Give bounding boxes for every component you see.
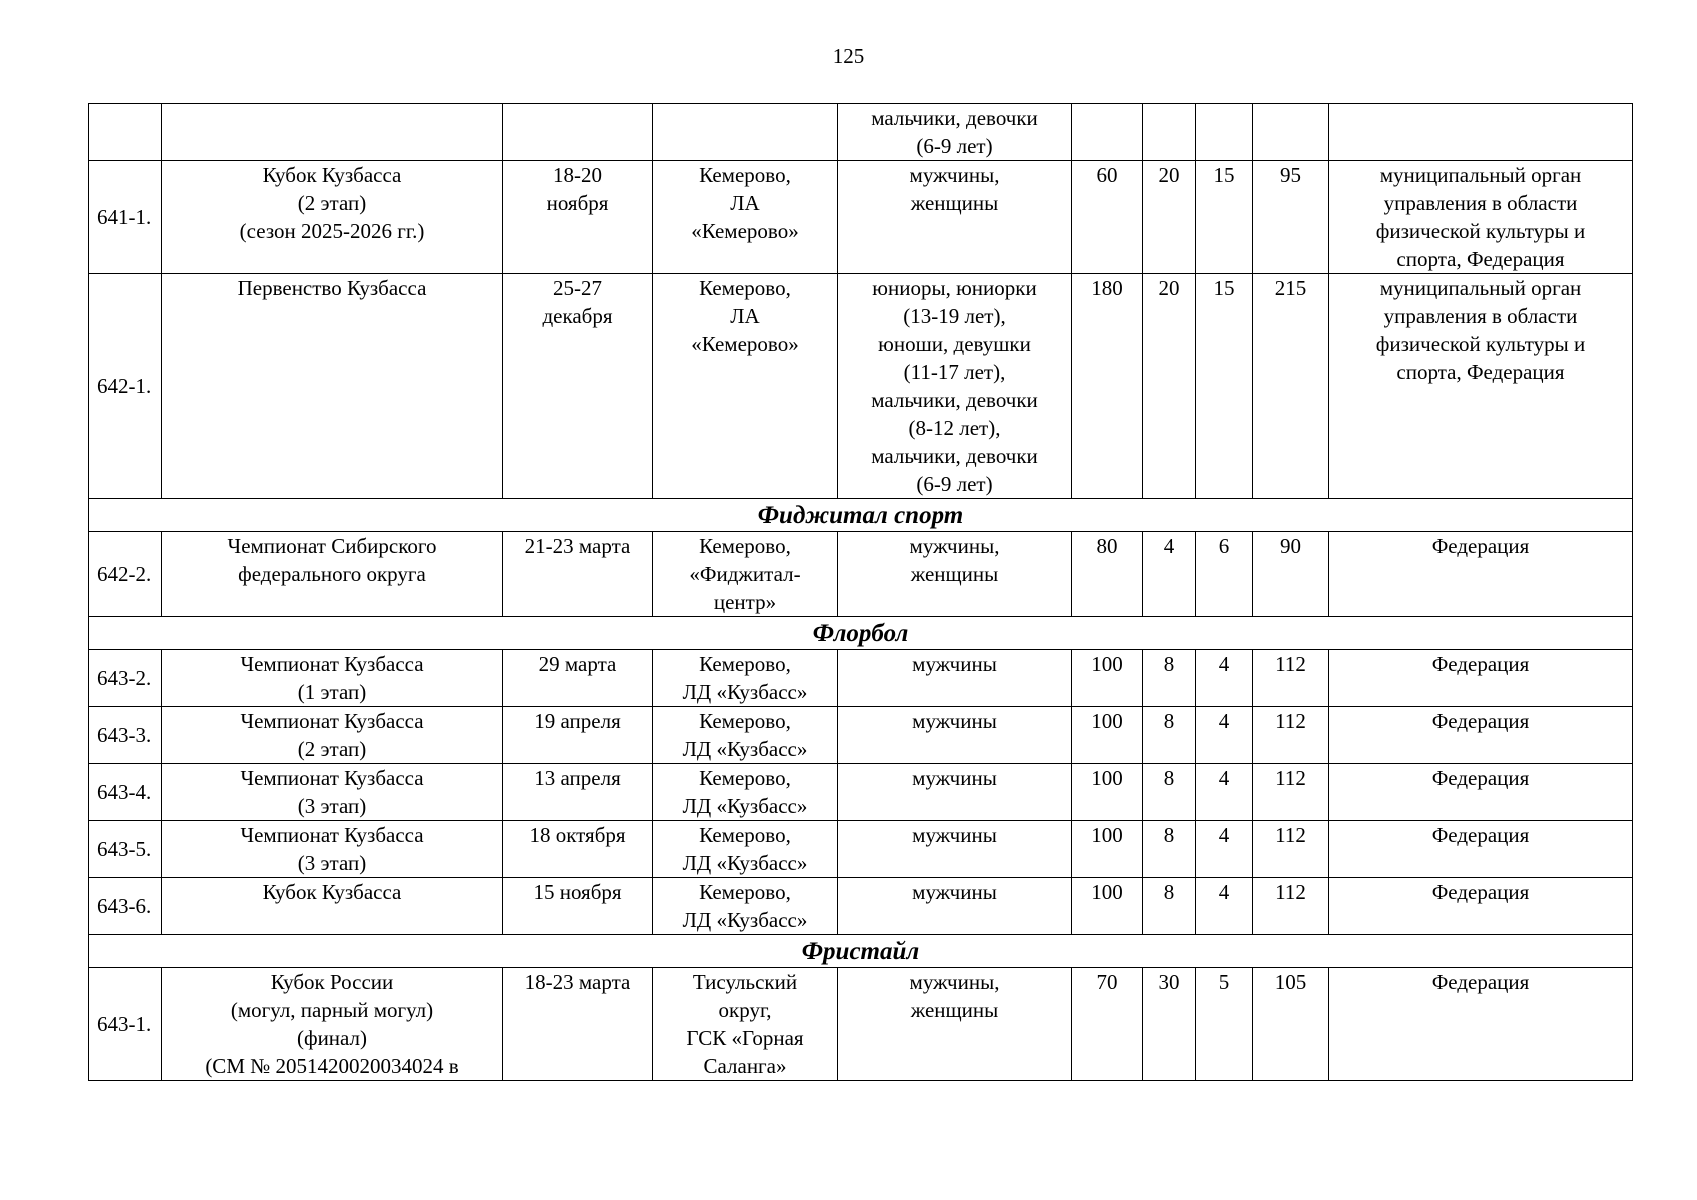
section-title: Фиджитал спорт [89, 499, 1633, 532]
event-name [162, 104, 503, 161]
participant-category: мужчины, женщины [838, 532, 1072, 617]
count-total: 112 [1253, 764, 1329, 821]
count-coaches: 8 [1143, 878, 1196, 935]
count-athletes: 100 [1072, 764, 1143, 821]
section-header-row [89, 617, 1633, 650]
event-dates: 13 апреля [503, 764, 653, 821]
event-name: Кубок Кузбасса (2 этап) (сезон 2025-2026 гг.) [162, 161, 503, 274]
event-number [89, 104, 162, 161]
table-row [89, 821, 1633, 878]
table-row [89, 878, 1633, 935]
count-judges: 4 [1196, 821, 1253, 878]
count-total: 112 [1253, 878, 1329, 935]
event-place: Кемерово, ЛД «Кузбасс» [653, 821, 838, 878]
event-dates: 15 ноября [503, 878, 653, 935]
count-total: 105 [1253, 968, 1329, 1081]
count-athletes: 180 [1072, 274, 1143, 499]
table-row [89, 707, 1633, 764]
count-coaches: 20 [1143, 274, 1196, 499]
count-judges: 15 [1196, 161, 1253, 274]
count-athletes: 70 [1072, 968, 1143, 1081]
event-place: Кемерово, «Фиджитал- центр» [653, 532, 838, 617]
count-athletes: 100 [1072, 821, 1143, 878]
table-row [89, 104, 1633, 161]
count-total: 95 [1253, 161, 1329, 274]
count-athletes: 100 [1072, 707, 1143, 764]
count-judges: 4 [1196, 650, 1253, 707]
event-dates: 18-23 марта [503, 968, 653, 1081]
count-total [1253, 104, 1329, 161]
event-place: Кемерово, ЛД «Кузбасс» [653, 707, 838, 764]
event-number: 642-2. [89, 532, 162, 617]
event-number: 643-3. [89, 707, 162, 764]
event-name: Кубок России (могул, парный могул) (финал) (СМ № 2051420020034024 в [162, 968, 503, 1081]
participant-category: юниоры, юниорки (13-19 лет), юноши, девушки (11-17 лет), мальчики, девочки (8-12 лет), мальчики, девочки (6-9 лет) [838, 274, 1072, 499]
organizer: муниципальный орган управления в области физической культуры и спорта, Федерация [1329, 161, 1633, 274]
section-title: Фристайл [89, 935, 1633, 968]
count-judges: 15 [1196, 274, 1253, 499]
event-name: Первенство Кузбасса [162, 274, 503, 499]
participant-category: мужчины [838, 707, 1072, 764]
organizer: Федерация [1329, 764, 1633, 821]
count-judges: 6 [1196, 532, 1253, 617]
event-number: 643-6. [89, 878, 162, 935]
organizer: Федерация [1329, 650, 1633, 707]
participant-category: мальчики, девочки (6-9 лет) [838, 104, 1072, 161]
event-place: Кемерово, ЛД «Кузбасс» [653, 764, 838, 821]
event-place: Тисульский округ, ГСК «Горная Саланга» [653, 968, 838, 1081]
count-judges: 4 [1196, 707, 1253, 764]
count-judges [1196, 104, 1253, 161]
page-number: 125 [832, 44, 865, 68]
event-dates: 29 марта [503, 650, 653, 707]
count-athletes: 100 [1072, 878, 1143, 935]
count-coaches: 20 [1143, 161, 1196, 274]
count-coaches: 8 [1143, 707, 1196, 764]
event-dates: 18 октября [503, 821, 653, 878]
organizer: Федерация [1329, 968, 1633, 1081]
event-name: Чемпионат Кузбасса (3 этап) [162, 821, 503, 878]
event-name: Чемпионат Кузбасса (2 этап) [162, 707, 503, 764]
event-place: Кемерово, ЛА «Кемерово» [653, 161, 838, 274]
event-number: 642-1. [89, 274, 162, 499]
participant-category: мужчины, женщины [838, 968, 1072, 1081]
event-place: Кемерово, ЛД «Кузбасс» [653, 878, 838, 935]
participant-category: мужчины, женщины [838, 161, 1072, 274]
table-row [89, 764, 1633, 821]
event-place: Кемерово, ЛА «Кемерово» [653, 274, 838, 499]
count-judges: 5 [1196, 968, 1253, 1081]
count-coaches: 8 [1143, 821, 1196, 878]
count-total: 215 [1253, 274, 1329, 499]
event-place [653, 104, 838, 161]
organizer: муниципальный орган управления в области физической культуры и спорта, Федерация [1329, 274, 1633, 499]
count-coaches: 4 [1143, 532, 1196, 617]
count-athletes [1072, 104, 1143, 161]
event-number: 643-4. [89, 764, 162, 821]
event-dates: 18-20 ноября [503, 161, 653, 274]
count-total: 112 [1253, 650, 1329, 707]
count-coaches: 8 [1143, 764, 1196, 821]
event-number: 643-1. [89, 968, 162, 1081]
count-total: 112 [1253, 821, 1329, 878]
event-number: 643-2. [89, 650, 162, 707]
count-coaches: 30 [1143, 968, 1196, 1081]
organizer: Федерация [1329, 821, 1633, 878]
count-total: 90 [1253, 532, 1329, 617]
count-judges: 4 [1196, 878, 1253, 935]
event-dates [503, 104, 653, 161]
event-number: 643-5. [89, 821, 162, 878]
count-judges: 4 [1196, 764, 1253, 821]
participant-category: мужчины [838, 764, 1072, 821]
event-dates: 21-23 марта [503, 532, 653, 617]
event-name: Чемпионат Кузбасса (1 этап) [162, 650, 503, 707]
participant-category: мужчины [838, 821, 1072, 878]
organizer: Федерация [1329, 707, 1633, 764]
event-dates: 25-27 декабря [503, 274, 653, 499]
count-athletes: 80 [1072, 532, 1143, 617]
event-number: 641-1. [89, 161, 162, 274]
section-header-row [89, 935, 1633, 968]
participant-category: мужчины [838, 878, 1072, 935]
count-coaches: 8 [1143, 650, 1196, 707]
section-header-row [89, 499, 1633, 532]
table-row [89, 650, 1633, 707]
organizer: Федерация [1329, 878, 1633, 935]
count-athletes: 60 [1072, 161, 1143, 274]
table-row [89, 532, 1633, 617]
event-name: Чемпионат Кузбасса (3 этап) [162, 764, 503, 821]
count-total: 112 [1253, 707, 1329, 764]
count-coaches [1143, 104, 1196, 161]
event-place: Кемерово, ЛД «Кузбасс» [653, 650, 838, 707]
event-dates: 19 апреля [503, 707, 653, 764]
table-row [89, 161, 1633, 274]
organizer: Федерация [1329, 532, 1633, 617]
organizer [1329, 104, 1633, 161]
participant-category: мужчины [838, 650, 1072, 707]
event-name: Чемпионат Сибирского федерального округа [162, 532, 503, 617]
table-row [89, 968, 1633, 1081]
events-table [88, 103, 1633, 1081]
event-name: Кубок Кузбасса [162, 878, 503, 935]
table-row [89, 274, 1633, 499]
section-title: Флорбол [89, 617, 1633, 650]
count-athletes: 100 [1072, 650, 1143, 707]
